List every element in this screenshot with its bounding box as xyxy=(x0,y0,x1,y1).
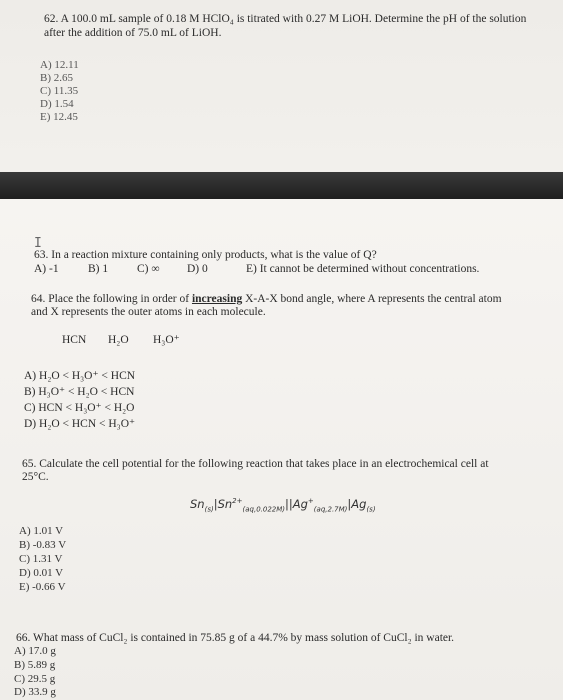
question-64-line-2: and X represents the outer atoms in each molecule. xyxy=(31,306,266,318)
cell-notation-equation: $Sn_{(s)}|Sn^{2+}_{(aq,0.022M)}||Ag^+_{(aq,2.7M)}|Ag_{(s)}$ xyxy=(190,497,376,514)
molecule-h3o: H₃O⁺ xyxy=(153,334,180,346)
eq-ag-solid-state: (s) xyxy=(366,505,376,514)
eq-sn-solid-state: (s) xyxy=(204,505,214,514)
page-fragment-top xyxy=(0,0,563,172)
q64-line1-prefix: 64. Place the following in order of xyxy=(31,293,192,305)
question-63-text: 63. In a reaction mixture containing only products, what is the value of Q? xyxy=(34,249,377,261)
eq-sn-ion-conc: (aq,0.022M) xyxy=(242,505,285,514)
q66-option-b: B) 5.89 g xyxy=(14,659,56,671)
q66-option-a: A) 17.0 g xyxy=(14,645,56,657)
q64-option-a: A) H₂O < H₃O⁺ < HCN xyxy=(24,370,136,382)
q63-option-d: D) 0 xyxy=(187,263,208,275)
q62-option-b: B) 2.65 xyxy=(40,72,73,84)
q63-option-e: E) It cannot be determined without concentrations. xyxy=(246,263,480,275)
question-62-line-1: 62. A 100.0 mL sample of 0.18 M HClO₄ is titrated with 0.27 M LiOH. Determine the pH of the solution xyxy=(44,13,527,25)
q64-option-d: D) H₂O < HCN < H₃O⁺ xyxy=(24,418,136,430)
q62-option-c: C) 11.35 xyxy=(40,85,79,97)
q64-option-c: C) HCN < H₃O⁺ < H₂O xyxy=(24,402,135,414)
q62-option-e: E) 12.45 xyxy=(40,111,78,123)
eq-ag-ion-conc: (aq,2.7M) xyxy=(313,505,348,514)
q66-option-c: C) 29.5 g xyxy=(14,673,56,685)
molecule-hcn: HCN xyxy=(62,334,87,346)
q64-line1-suffix: X-A-X bond angle, where A represents the central atom xyxy=(242,293,502,305)
q63-option-b: B) 1 xyxy=(88,263,109,275)
question-64-line-1 xyxy=(31,293,502,306)
question-66-text: 66. What mass of CuCl₂ is contained in 75.85 g of a 44.7% by mass solution of CuCl₂ in water. xyxy=(16,632,455,644)
eq-ag-solid: Ag xyxy=(351,497,367,511)
eq-sn-ion-charge: 2+ xyxy=(232,497,243,506)
q65-option-e: E) -0.66 V xyxy=(19,581,66,593)
eq-sn-solid: Sn xyxy=(190,497,205,511)
q63-option-c: C) ∞ xyxy=(137,263,160,275)
q65-option-c: C) 1.31 V xyxy=(19,553,63,565)
q63-option-a: A) -1 xyxy=(34,263,59,275)
eq-ag-ion-charge: + xyxy=(307,497,314,506)
q65-option-d: D) 0.01 V xyxy=(19,567,64,579)
question-62-line-2: after the addition of 75.0 mL of LiOH. xyxy=(44,27,222,39)
q65-option-b: B) -0.83 V xyxy=(19,539,67,551)
q64-option-b: B) H₃O⁺ < H₂O < HCN xyxy=(24,386,135,398)
eq-ag-ion: Ag xyxy=(292,497,308,511)
page-gap-divider xyxy=(0,172,563,199)
q62-option-d: D) 1.54 xyxy=(40,98,74,110)
q66-option-d: D) 33.9 g xyxy=(14,686,56,698)
q62-option-a: A) 12.11 xyxy=(40,59,79,71)
q64-emphasis-increasing: increasing xyxy=(191,293,243,305)
q65-option-a: A) 1.01 V xyxy=(19,525,64,537)
molecule-h2o: H₂O xyxy=(108,334,129,346)
question-65-line-2: 25°C. xyxy=(22,471,49,483)
text-cursor-icon: I xyxy=(34,236,42,251)
eq-sn-ion: Sn xyxy=(217,497,233,511)
question-65-line-1: 65. Calculate the cell potential for the following reaction that takes place in an electrochemical cell at xyxy=(22,458,489,470)
